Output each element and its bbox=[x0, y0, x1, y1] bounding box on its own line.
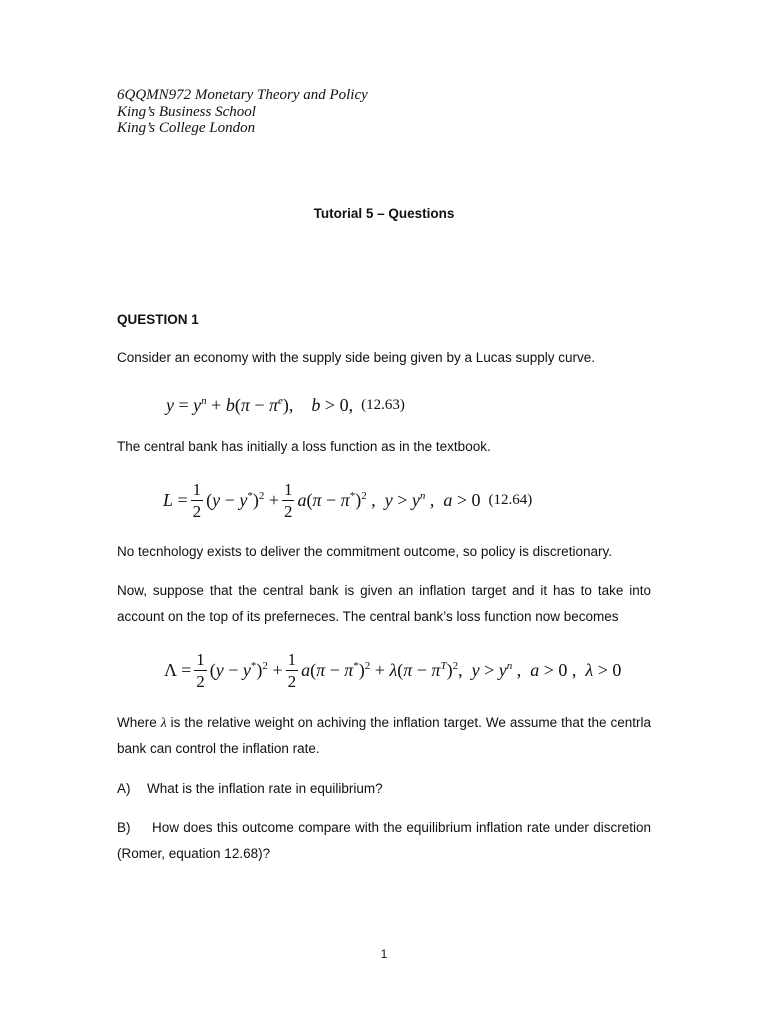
equation-lucas-supply: $y = y^n + b(\pi - \pi^e)$, b > 0, (12.63) bbox=[166, 394, 405, 415]
equation-tag-12-64: (12.64) bbox=[488, 491, 533, 508]
part-b-text: How does this outcome compare with the equilibrium inflation rate under discretion (Romer, equation 12.68)? bbox=[117, 820, 651, 861]
lambda-symbol: λ bbox=[160, 715, 167, 730]
no-technology-paragraph: No tecnhology exists to deliver the commitment outcome, so policy is discretionary. bbox=[117, 544, 612, 559]
equation-new-loss-function: Λ = $\frac{1}{2}$ $(y - y^*)^2$ + $\frac{1}{2}$ $a(\pi - \pi^*)^2 + \lambda(\pi - \pi^T)^2$, $y > y^n$ , a > 0 , λ > 0 bbox=[164, 649, 622, 691]
course-header bbox=[117, 87, 368, 137]
lambda-definition-paragraph: Where λ is the relative weight on achiving the inflation target. We assume that the centrla bank can control the inflation rate. bbox=[117, 715, 651, 756]
loss-function-intro: The central bank has initially a loss function as in the textbook. bbox=[117, 439, 491, 454]
part-a-label: A) bbox=[117, 781, 131, 796]
course-code-title: 6QQMN972 Monetary Theory and Policy bbox=[117, 87, 368, 103]
school-name: King’s Business School bbox=[117, 103, 256, 120]
part-a-text: What is the inflation rate in equilibrium? bbox=[147, 781, 383, 796]
part-a bbox=[117, 776, 651, 802]
question-heading: QUESTION 1 bbox=[117, 312, 199, 327]
equation-loss-function: L = $\frac{1}{2}$ $(y - y^*)^2$ + $\frac{1}{2}$ $a(\pi - \pi^*)^2$ , $y > y^n$ , a > 0 (12.64) bbox=[163, 479, 533, 521]
part-b-label: B) bbox=[117, 820, 131, 835]
inflation-target-paragraph: Now, suppose that the central bank is given an inflation target and it has to take into account on the top of its preferneces. The central bank’s loss function now becomes bbox=[117, 583, 651, 624]
part-b bbox=[117, 815, 651, 867]
question-intro: Consider an economy with the supply side being given by a Lucas supply curve. bbox=[117, 350, 596, 365]
equation-tag-12-63: (12.63) bbox=[361, 396, 405, 413]
page-number: 1 bbox=[380, 947, 388, 961]
college-name: King’s College London bbox=[117, 120, 256, 136]
page-title: Tutorial 5 – Questions bbox=[313, 206, 455, 221]
